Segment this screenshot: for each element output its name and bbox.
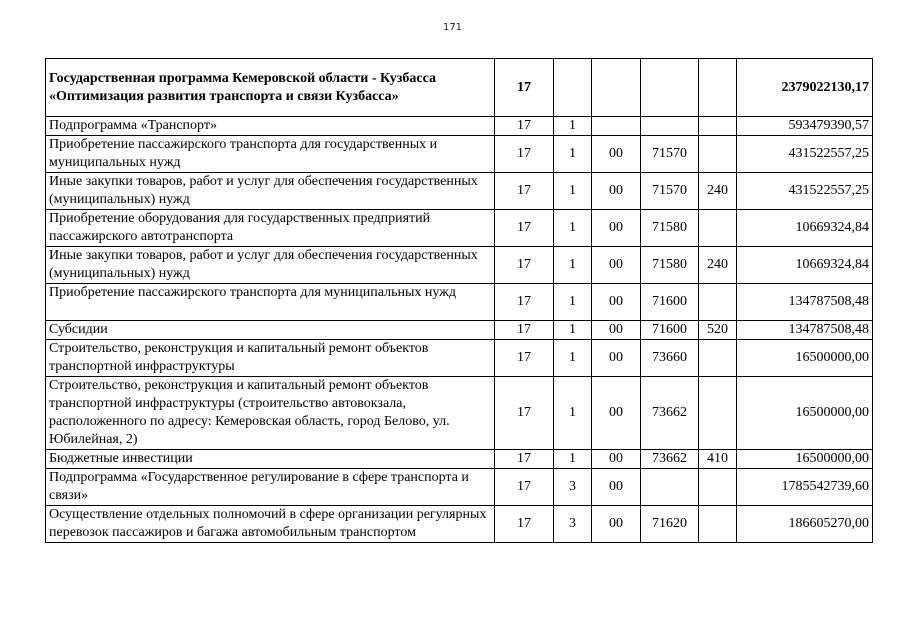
row-vr: 410 xyxy=(699,450,737,469)
row-pp: 3 xyxy=(554,469,592,506)
row-name: Иные закупки товаров, работ и услуг для обеспечения государственных (муниципальных) нужд xyxy=(46,247,495,284)
row-os: 00 xyxy=(592,340,641,377)
table-row xyxy=(46,377,873,450)
table-row xyxy=(46,247,873,284)
row-amount: 134787508,48 xyxy=(737,284,873,321)
row-pp: 1 xyxy=(554,173,592,210)
row-amount: 10669324,84 xyxy=(737,247,873,284)
row-gp: 17 xyxy=(495,117,554,136)
row-pp: 1 xyxy=(554,247,592,284)
table-row xyxy=(46,450,873,469)
row-os xyxy=(592,59,641,117)
row-gp: 17 xyxy=(495,284,554,321)
row-name: Строительство, реконструкция и капитальный ремонт объектов транспортной инфраструктуры xyxy=(46,340,495,377)
row-gp: 17 xyxy=(495,321,554,340)
table-row xyxy=(46,59,873,117)
row-amount: 16500000,00 xyxy=(737,340,873,377)
row-gp: 17 xyxy=(495,469,554,506)
table-row xyxy=(46,506,873,543)
row-name: Приобретение пассажирского транспорта для муниципальных нужд xyxy=(46,284,495,321)
row-amount: 16500000,00 xyxy=(737,450,873,469)
row-pp: 1 xyxy=(554,117,592,136)
row-vr xyxy=(699,136,737,173)
table-row xyxy=(46,136,873,173)
row-os: 00 xyxy=(592,321,641,340)
budget-table xyxy=(45,58,873,543)
row-name: Строительство, реконструкция и капитальный ремонт объектов транспортной инфраструктуры (строительство автовокзала, расположенного по адресу: Кемеровская область, город Белово, ул. Юбилейная, 2) xyxy=(46,377,495,450)
row-pp: 1 xyxy=(554,450,592,469)
row-name: Иные закупки товаров, работ и услуг для обеспечения государственных (муниципальных) нужд xyxy=(46,173,495,210)
row-gp: 17 xyxy=(495,450,554,469)
row-name: Приобретение пассажирского транспорта для государственных и муниципальных нужд xyxy=(46,136,495,173)
row-amount: 431522557,25 xyxy=(737,136,873,173)
table-row xyxy=(46,210,873,247)
row-vr: 240 xyxy=(699,173,737,210)
row-vr: 520 xyxy=(699,321,737,340)
row-pp: 1 xyxy=(554,377,592,450)
row-pp: 1 xyxy=(554,210,592,247)
row-code: 71570 xyxy=(641,136,699,173)
row-amount: 1785542739,60 xyxy=(737,469,873,506)
row-amount: 10669324,84 xyxy=(737,210,873,247)
row-pp: 3 xyxy=(554,506,592,543)
row-gp: 17 xyxy=(495,247,554,284)
row-name: Бюджетные инвестиции xyxy=(46,450,495,469)
row-vr xyxy=(699,469,737,506)
row-name: Подпрограмма «Государственное регулирование в сфере транспорта и связи» xyxy=(46,469,495,506)
row-amount: 16500000,00 xyxy=(737,377,873,450)
row-os: 00 xyxy=(592,377,641,450)
row-code: 71580 xyxy=(641,210,699,247)
row-pp: 1 xyxy=(554,321,592,340)
row-name: Государственная программа Кемеровской области - Кузбасса «Оптимизация развития транспорта и связи Кузбасса» xyxy=(46,59,495,117)
row-os: 00 xyxy=(592,284,641,321)
row-os: 00 xyxy=(592,450,641,469)
row-amount: 431522557,25 xyxy=(737,173,873,210)
row-vr xyxy=(699,59,737,117)
row-code: 71600 xyxy=(641,284,699,321)
row-vr: 240 xyxy=(699,247,737,284)
row-vr xyxy=(699,117,737,136)
table-row xyxy=(46,117,873,136)
row-pp: 1 xyxy=(554,340,592,377)
row-code: 71580 xyxy=(641,247,699,284)
table-row xyxy=(46,340,873,377)
row-vr xyxy=(699,506,737,543)
row-gp: 17 xyxy=(495,210,554,247)
page-number: 171 xyxy=(442,22,463,33)
row-amount: 186605270,00 xyxy=(737,506,873,543)
row-os: 00 xyxy=(592,136,641,173)
row-os xyxy=(592,117,641,136)
row-vr xyxy=(699,377,737,450)
row-amount: 593479390,57 xyxy=(737,117,873,136)
row-gp: 17 xyxy=(495,377,554,450)
row-pp: 1 xyxy=(554,284,592,321)
row-gp: 17 xyxy=(495,173,554,210)
row-os: 00 xyxy=(592,506,641,543)
row-name: Подпрограмма «Транспорт» xyxy=(46,117,495,136)
row-vr xyxy=(699,340,737,377)
table-row xyxy=(46,173,873,210)
row-gp: 17 xyxy=(495,340,554,377)
table-row xyxy=(46,321,873,340)
row-os: 00 xyxy=(592,173,641,210)
row-code: 71600 xyxy=(641,321,699,340)
table-row xyxy=(46,469,873,506)
row-gp: 17 xyxy=(495,506,554,543)
row-os: 00 xyxy=(592,469,641,506)
row-name: Приобретение оборудования для государственных предприятий пассажирского автотранспорта xyxy=(46,210,495,247)
row-gp: 17 xyxy=(495,136,554,173)
row-pp: 1 xyxy=(554,136,592,173)
row-code: 73662 xyxy=(641,450,699,469)
row-code xyxy=(641,469,699,506)
row-code: 73662 xyxy=(641,377,699,450)
row-code xyxy=(641,59,699,117)
row-amount: 134787508,48 xyxy=(737,321,873,340)
row-amount: 2379022130,17 xyxy=(737,59,873,117)
row-name: Субсидии xyxy=(46,321,495,340)
row-os: 00 xyxy=(592,247,641,284)
row-name: Осуществление отдельных полномочий в сфере организации регулярных перевозок пассажиров и багажа автомобильным транспортом xyxy=(46,506,495,543)
row-vr xyxy=(699,210,737,247)
row-pp xyxy=(554,59,592,117)
row-gp: 17 xyxy=(495,59,554,117)
row-os: 00 xyxy=(592,210,641,247)
row-code: 73660 xyxy=(641,340,699,377)
table-row xyxy=(46,284,873,321)
row-code xyxy=(641,117,699,136)
row-code: 71620 xyxy=(641,506,699,543)
row-vr xyxy=(699,284,737,321)
row-code: 71570 xyxy=(641,173,699,210)
